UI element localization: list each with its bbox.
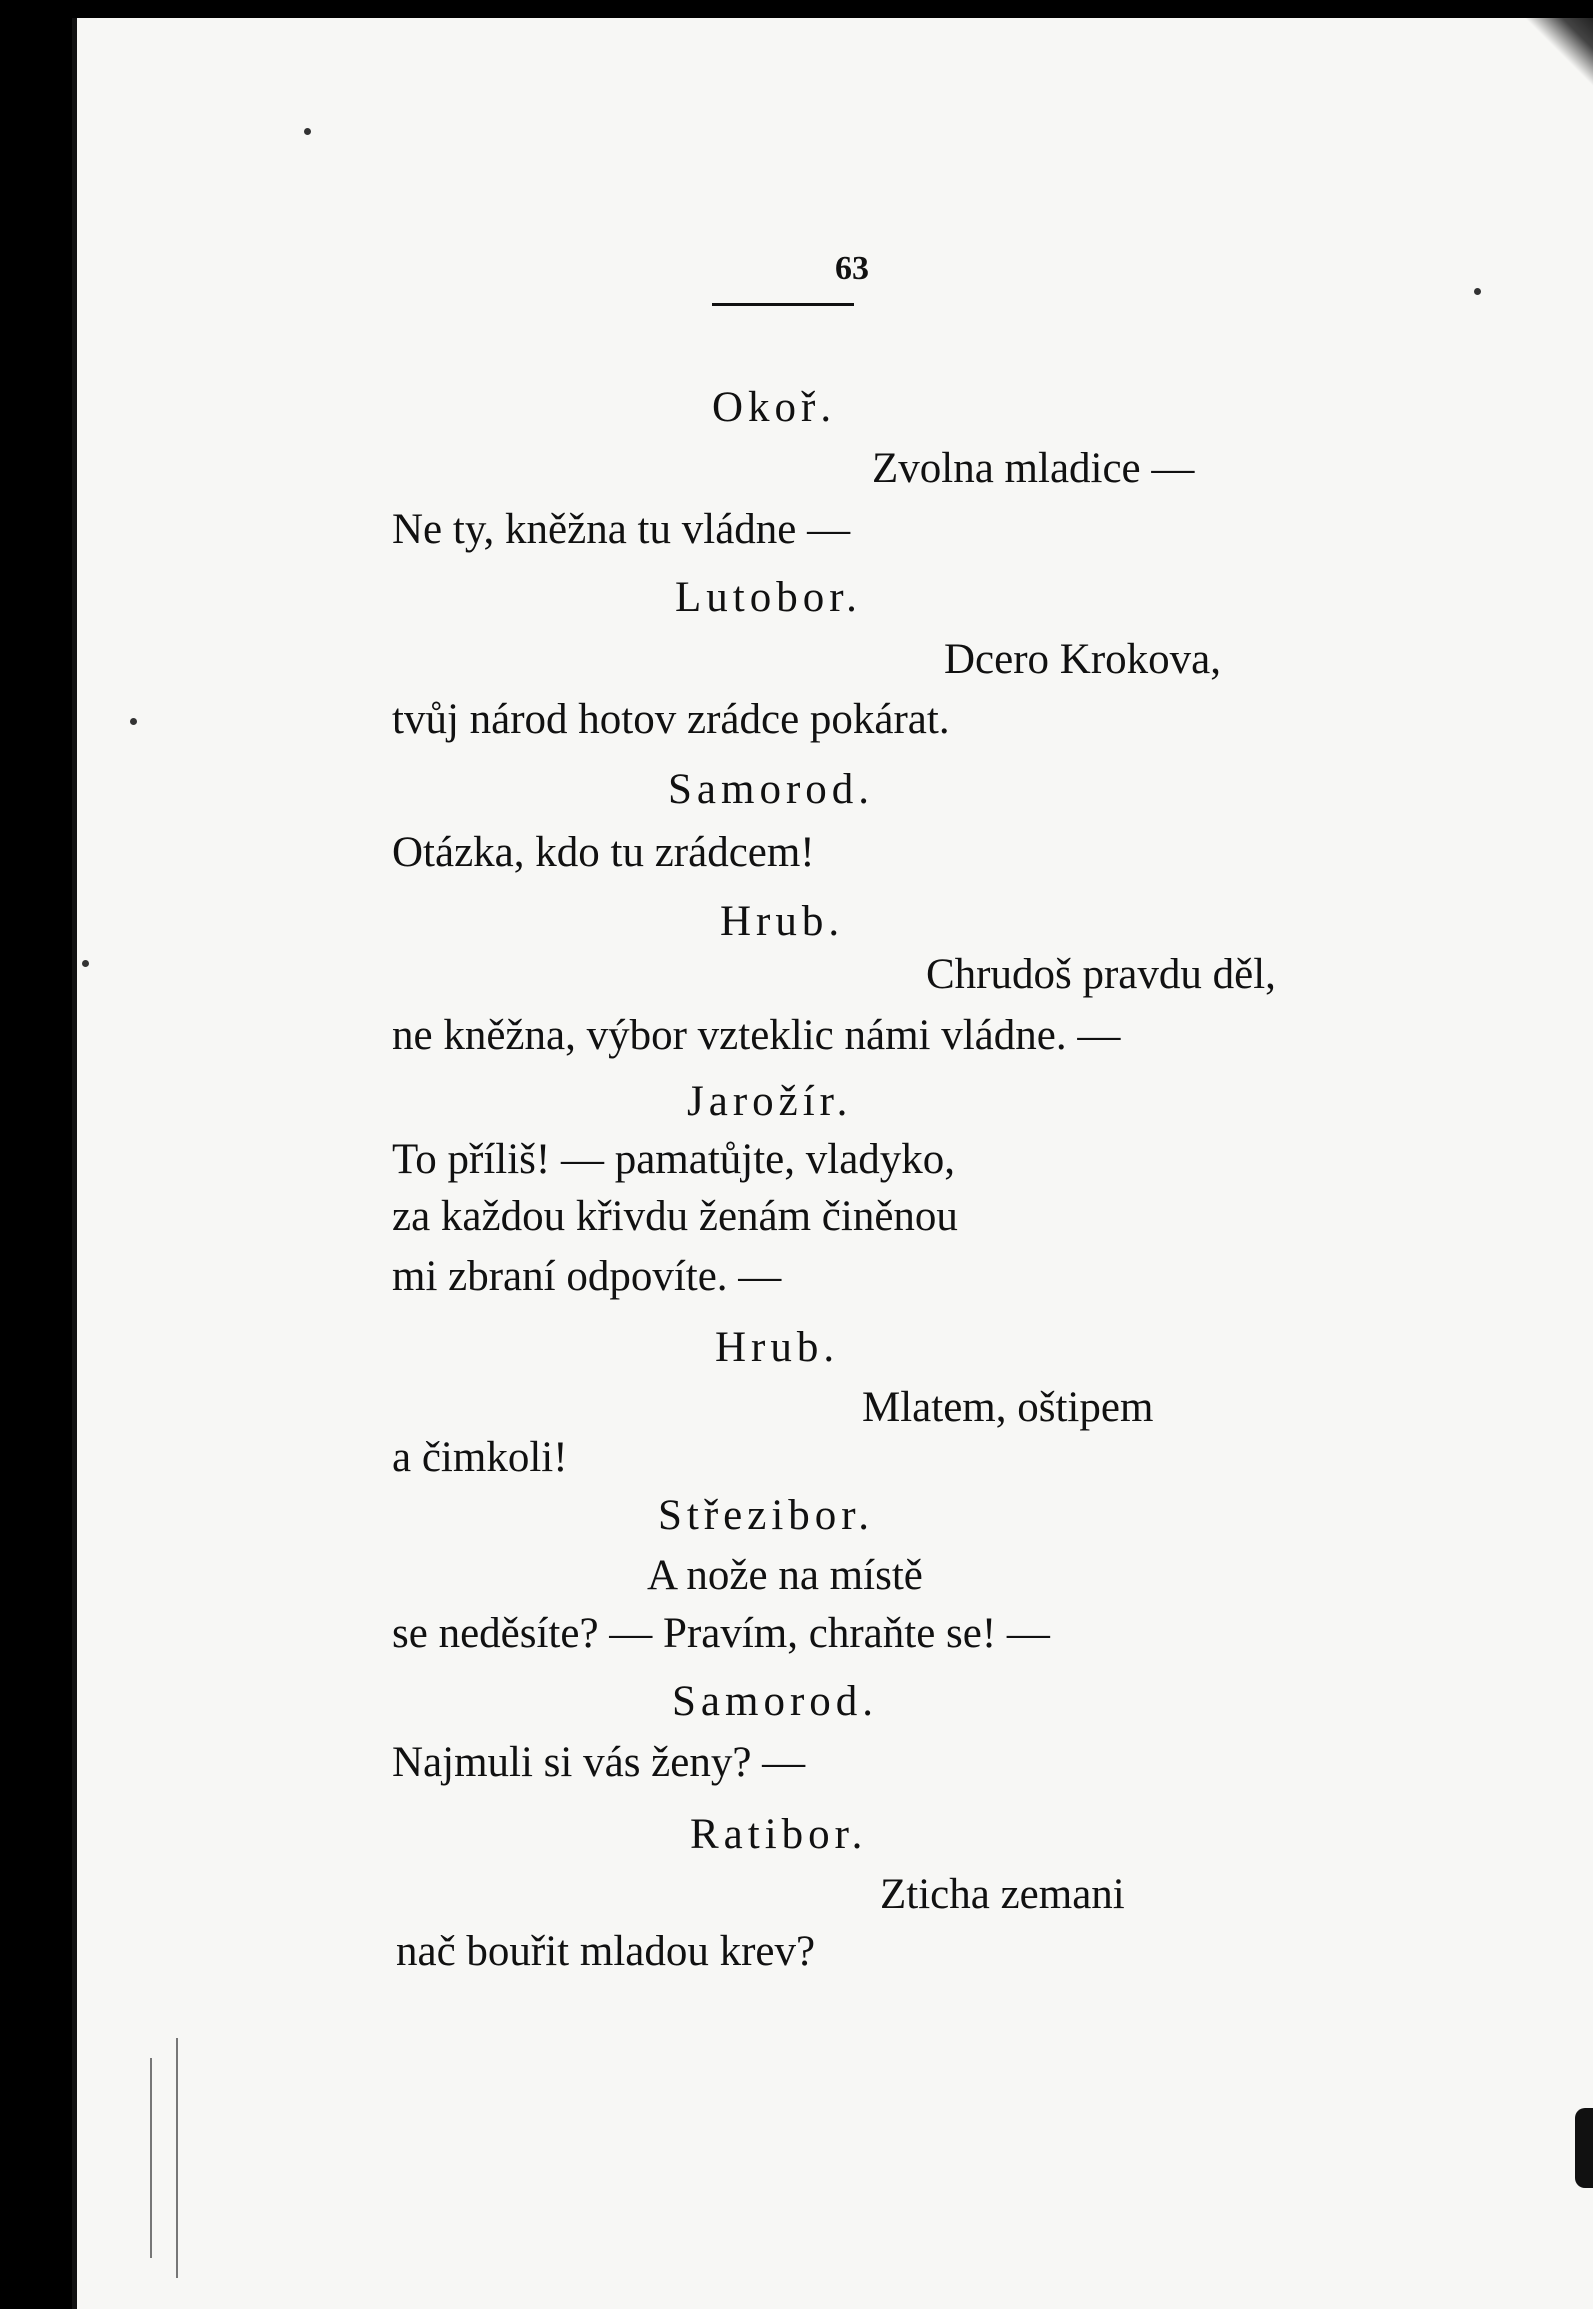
verse-line: mi zbraní odpovíte. — (392, 1253, 782, 1300)
speaker-name: Samorod. (672, 1678, 879, 1725)
verse-line: se neděsíte? — Pravím, chraňte se! — (392, 1610, 1050, 1657)
speck (82, 960, 89, 967)
verse-line: Mlatem, oštipem (862, 1384, 1154, 1431)
verse-line: ne kněžna, výbor vzteklic námi vládne. — (392, 1012, 1121, 1059)
scratch-mark (176, 2038, 178, 2278)
speaker-name: Střezibor. (658, 1492, 874, 1539)
verse-line: Zticha zemani (880, 1871, 1125, 1918)
verse-line: a čimkoli! (392, 1434, 568, 1481)
scratch-mark (150, 2058, 152, 2258)
speck (130, 718, 137, 725)
speaker-name: Jarožír. (687, 1078, 853, 1125)
verse-line: za každou křivdu ženám činěnou (392, 1193, 958, 1240)
speaker-name: Hrub. (720, 898, 845, 945)
page-number-rule (712, 303, 854, 306)
speck (1474, 288, 1481, 295)
book-page (72, 18, 1593, 2309)
verse-line: Dcero Krokova, (944, 636, 1222, 683)
speaker-name: Hrub. (715, 1324, 840, 1371)
page-number: 63 (835, 250, 869, 287)
verse-line: Najmuli si vás ženy? — (392, 1739, 806, 1786)
verse-line: To příliš! — pamatůjte, vladyko, (392, 1136, 956, 1183)
verse-line: Zvolna mladice — (872, 445, 1195, 492)
verse-line: nač bouřit mladou krev? (396, 1928, 816, 1975)
verse-line: Ne ty, kněžna tu vládne — (392, 506, 851, 553)
verse-line: A nože na místě (647, 1552, 923, 1599)
binding-edge (72, 18, 77, 2309)
speaker-name: Okoř. (712, 384, 837, 431)
page-edge-mark (1575, 2108, 1593, 2188)
verse-line: Otázka, kdo tu zrádcem! (392, 829, 815, 876)
speck (304, 128, 311, 135)
folded-corner-shadow (1503, 18, 1593, 98)
verse-line: Chrudoš pravdu děl, (926, 951, 1276, 998)
speaker-name: Lutobor. (675, 574, 862, 621)
verse-line: tvůj národ hotov zrádce pokárat. (392, 696, 950, 743)
speaker-name: Samorod. (668, 766, 875, 813)
speaker-name: Ratibor. (690, 1811, 868, 1858)
